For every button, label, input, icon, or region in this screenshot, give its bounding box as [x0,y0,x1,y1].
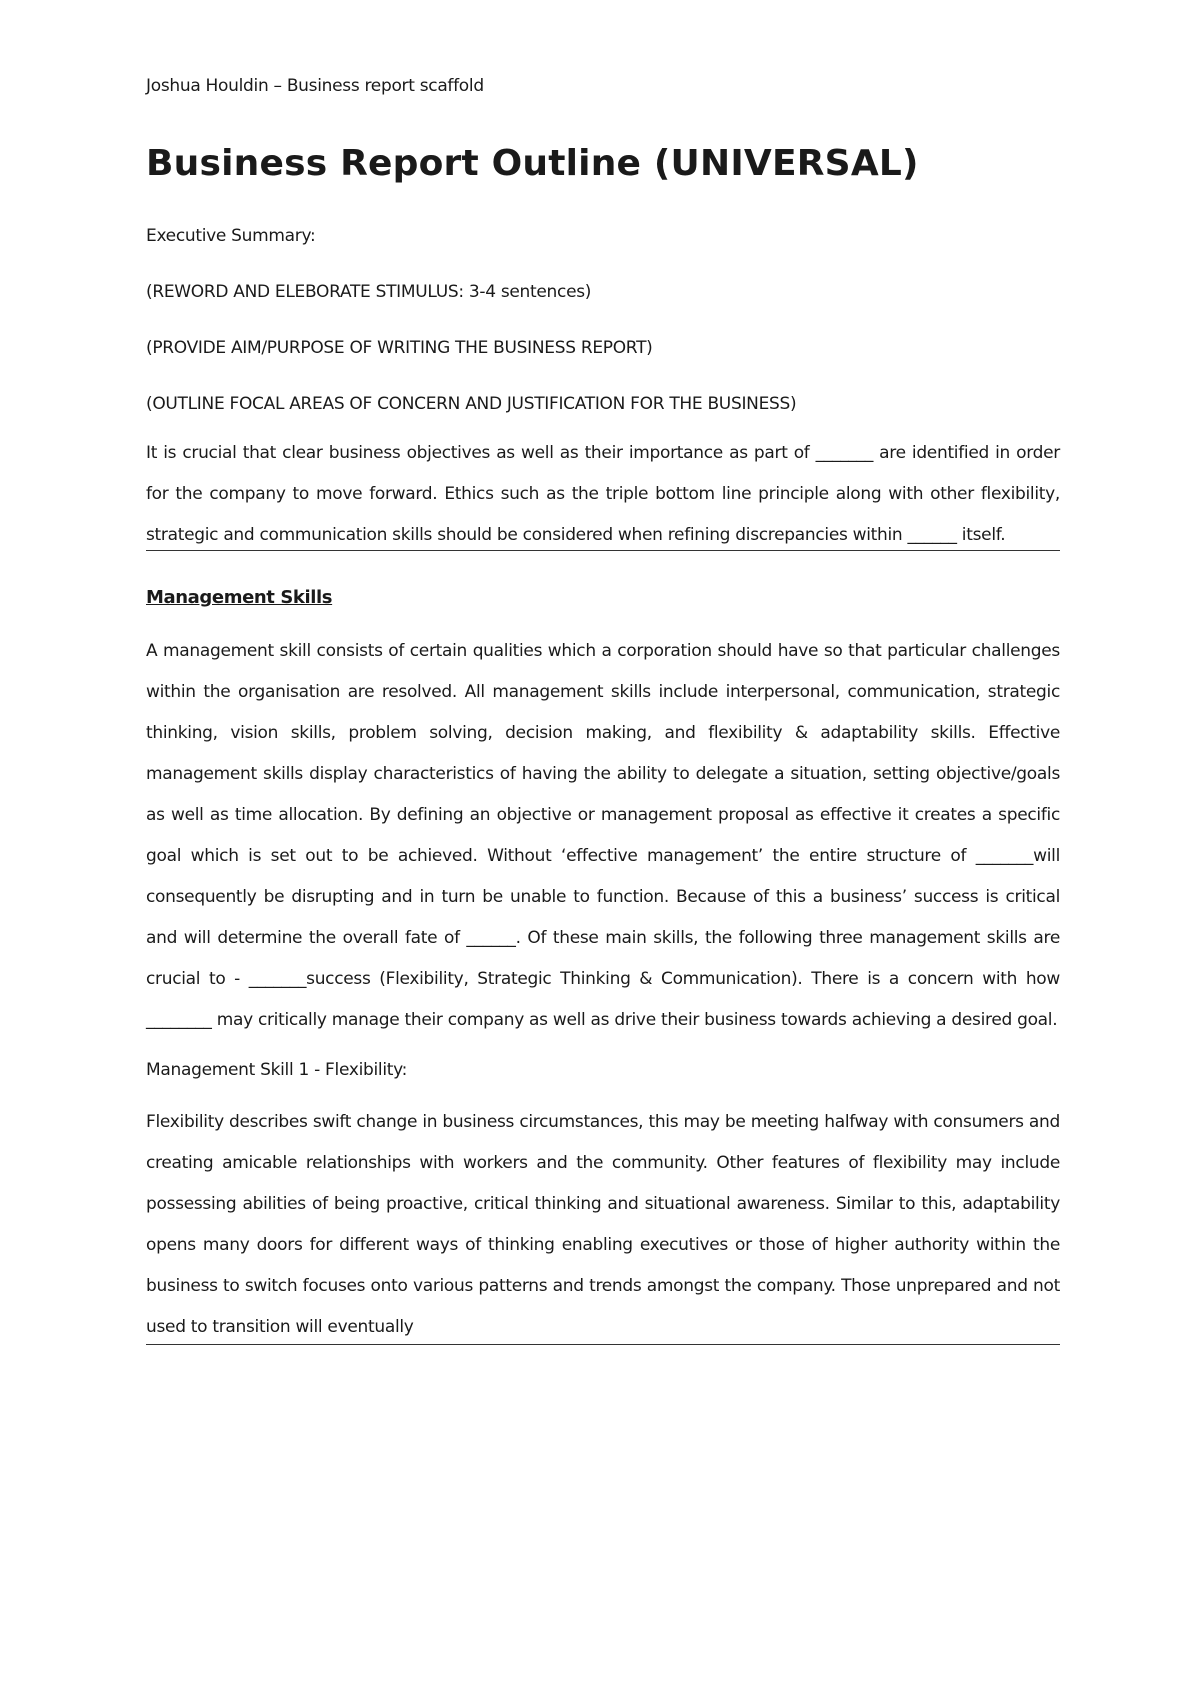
executive-summary-paragraph: It is crucial that clear business objectives as well as their importance as part of _______ are identified in order for the company to move forward. Ethics such as the triple bottom line principle along with other flexibility, strategic and communication skills should be considered when refining discrepancies within ______ itself. [146,443,1060,545]
executive-summary-label: Executive Summary: [146,226,316,246]
flexibility-paragraph: Flexibility describes swift change in business circumstances, this may be meeting halfway with consumers and creating amicable relationships with workers and the community. Other features of flexibility may include possessing abilities of being proactive, critical thinking and situational awareness. Similar to this, adaptability opens many doors for different ways of thinking enabling executives or those of higher authority within the business to switch focuses onto various patterns and trends amongst the company. Those unprepared and not used to transition will eventually [146,1112,1060,1337]
page-content [146,70,1060,1345]
management-skill-1-label: Management Skill 1 - Flexibility: [146,1060,408,1080]
management-skills-paragraph: A management skill consists of certain qualities which a corporation should have so that particular challenges within the organisation are resolved. All management skills include interpersonal, communication, strategic thinking, vision skills, problem solving, decision making, and flexibility & adaptability skills. Effective management skills display characteristics of having the ability to delegate a situation, setting objective/goals as well as time allocation. By defining an objective or management proposal as effective it creates a specific goal which is set out to be achieved. Without ‘effective management’ the entire structure of _______will consequently be disrupting and in turn be unable to function. Because of this a business’ success is critical and will determine the overall fate of ______. Of these main skills, the following three management skills are crucial to - _______success (Flexibility, Strategic Thinking & Communication). There is a concern with how ________ may critically manage their company as well as drive their business towards achieving a desired goal. [146,641,1060,1030]
prompt-reword-stimulus: (REWORD AND ELEBORATE STIMULUS: 3-4 sentences) [146,282,592,302]
management-skills-heading: Management Skills [146,587,333,608]
running-header: Joshua Houldin – Business report scaffold [146,76,484,96]
prompt-focal-areas: (OUTLINE FOCAL AREAS OF CONCERN AND JUSTIFICATION FOR THE BUSINESS) [146,394,797,414]
prompt-aim-purpose: (PROVIDE AIM/PURPOSE OF WRITING THE BUSINESS REPORT) [146,338,653,358]
document-title: Business Report Outline (UNIVERSAL) [146,143,919,184]
